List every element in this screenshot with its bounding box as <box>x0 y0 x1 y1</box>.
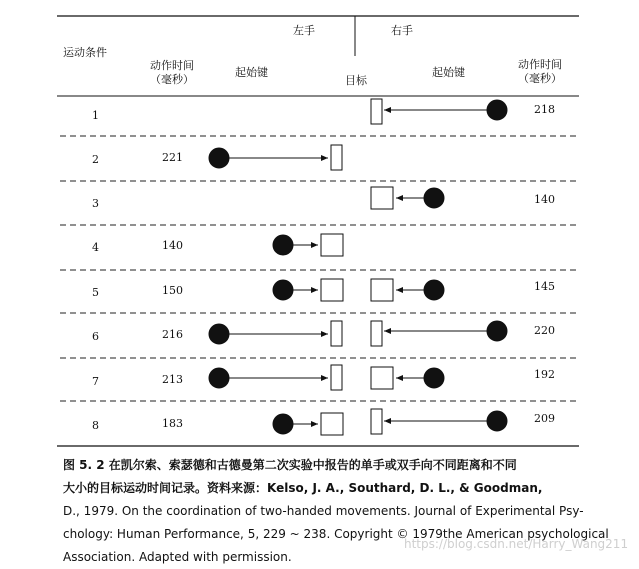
row-6-right-time: 220 <box>534 324 555 337</box>
row-8-right-diagram <box>371 409 507 434</box>
right-start-key-header: 起始键 <box>432 66 465 79</box>
figure-caption <box>63 454 623 569</box>
target-box <box>371 279 393 301</box>
row-5-left-time: 150 <box>162 284 183 297</box>
row-2-condition: 2 <box>92 153 99 166</box>
start-key <box>273 414 293 434</box>
row-5-right-time: 145 <box>534 280 555 293</box>
right-move-time-header <box>518 58 562 86</box>
row-7-condition: 7 <box>92 375 99 388</box>
row-4-left-diagram <box>273 234 343 256</box>
row-4-condition: 4 <box>92 241 99 254</box>
start-key <box>209 148 229 168</box>
row-5-condition: 5 <box>92 286 99 299</box>
caption-line-1: 图 5. 2 在凯尔索、索瑟德和古德曼第二次实验中报告的单手或双手向不同距离和不同 <box>63 458 517 472</box>
left-start-key-header: 起始键 <box>235 66 268 79</box>
right-move-time-unit: （毫秒） <box>518 72 562 85</box>
right-hand-header: 右手 <box>391 24 413 37</box>
left-move-time-unit: （毫秒） <box>150 73 194 86</box>
condition-header: 运动条件 <box>63 46 107 59</box>
row-1-right-diagram <box>371 99 507 124</box>
row-6-left-diagram <box>209 321 342 346</box>
row-3-right-time: 140 <box>534 193 555 206</box>
caption-line-2: 大小的目标运动时间记录。资料来源：Kelso, J. A., Southard, D. L., & Goodman, <box>63 481 543 495</box>
row-2-left-diagram <box>209 145 342 170</box>
row-8-left-time: 183 <box>162 417 183 430</box>
left-move-time-header <box>150 59 194 87</box>
row-5-left-diagram <box>273 279 343 301</box>
target-header: 目标 <box>345 74 367 87</box>
caption-line-3: D., 1979. On the coordination of two-handed movements. Journal of Experimental Psy- <box>63 504 584 518</box>
right-move-time-label: 动作时间 <box>518 58 562 71</box>
row-6-condition: 6 <box>92 330 99 343</box>
row-7-left-diagram <box>209 365 342 390</box>
start-key <box>273 235 293 255</box>
target-box <box>371 367 393 389</box>
row-7-right-time: 192 <box>534 368 555 381</box>
row-1-right-time: 218 <box>534 103 555 116</box>
row-1-condition: 1 <box>92 109 99 122</box>
target-box <box>321 234 343 256</box>
start-key <box>487 100 507 120</box>
row-8-left-diagram <box>273 413 343 435</box>
row-2-left-time: 221 <box>162 151 183 164</box>
start-key <box>273 280 293 300</box>
start-key <box>424 188 444 208</box>
row-3-right-diagram <box>371 187 444 209</box>
row-8-right-time: 209 <box>534 412 555 425</box>
row-6-right-diagram <box>371 321 507 346</box>
row-3-condition: 3 <box>92 197 99 210</box>
target-box <box>331 145 342 170</box>
start-key <box>424 280 444 300</box>
target-box <box>371 409 382 434</box>
target-box <box>371 99 382 124</box>
watermark: https://blog.csdn.net/Harry_Wang211 <box>404 537 629 551</box>
left-hand-header: 左手 <box>293 24 315 37</box>
target-box <box>321 279 343 301</box>
row-5-right-diagram <box>371 279 444 301</box>
start-key <box>487 321 507 341</box>
row-6-left-time: 216 <box>162 328 183 341</box>
left-move-time-label: 动作时间 <box>150 59 194 72</box>
row-4-left-time: 140 <box>162 239 183 252</box>
start-key <box>209 324 229 344</box>
target-box <box>321 413 343 435</box>
target-box <box>331 321 342 346</box>
start-key <box>424 368 444 388</box>
row-8-condition: 8 <box>92 419 99 432</box>
start-key <box>209 368 229 388</box>
start-key <box>487 411 507 431</box>
target-box <box>331 365 342 390</box>
target-box <box>371 321 382 346</box>
row-7-left-time: 213 <box>162 373 183 386</box>
caption-line-5: Association. Adapted with permission. <box>63 550 292 564</box>
row-7-right-diagram <box>371 367 444 389</box>
caption-line-4: chology: Human Performance, 5, 229 ~ 238. Copyright © 1979the American psychological <box>63 527 609 541</box>
target-box <box>371 187 393 209</box>
